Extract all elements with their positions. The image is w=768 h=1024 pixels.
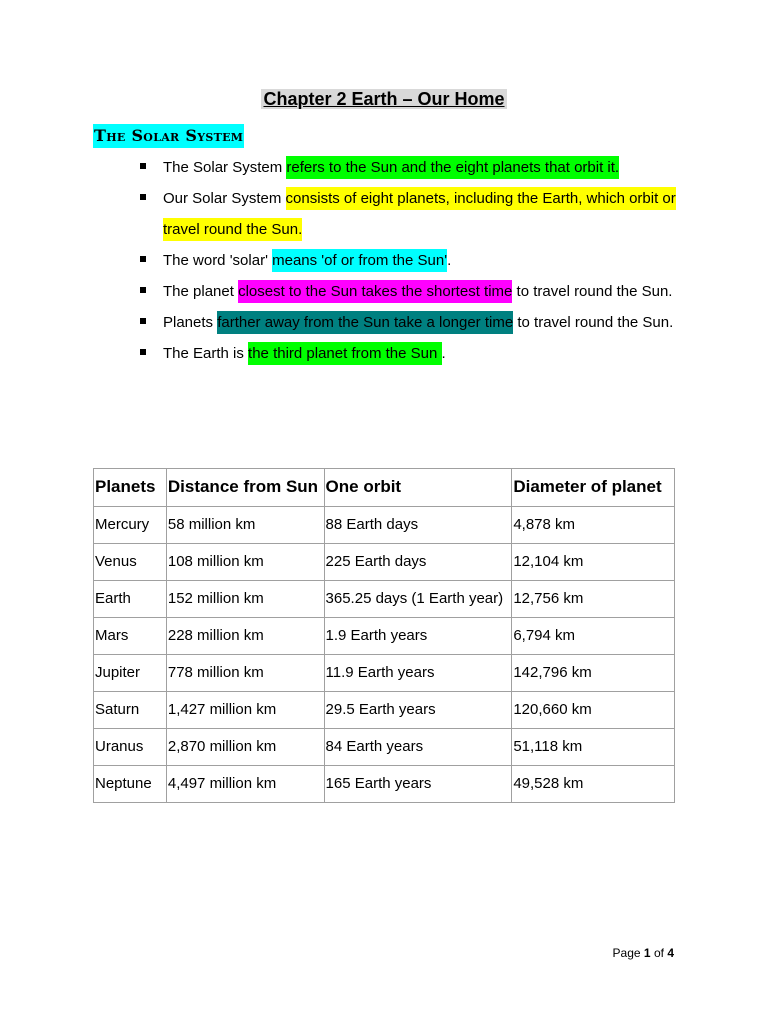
table-cell: 120,660 km — [512, 692, 675, 729]
header-diameter: Diameter of planet — [512, 469, 675, 507]
footer-of-label: of — [653, 946, 664, 960]
highlighted-text: refers to the Sun and the eight planets that orbit it. — [286, 156, 619, 179]
table-cell: 225 Earth days — [324, 544, 512, 581]
table-cell: Mars — [94, 618, 167, 655]
bullet-text: . — [447, 252, 452, 269]
planets-table — [93, 468, 675, 803]
table-row — [94, 544, 675, 581]
table-header-row — [94, 469, 675, 507]
bullet-text: . — [441, 345, 446, 362]
bullet-text: The planet — [163, 283, 239, 300]
table-cell: 2,870 million km — [166, 729, 324, 766]
table-cell: Jupiter — [94, 655, 167, 692]
highlighted-text: consists of eight planets, including the Earth, which orbit or travel round the Sun. — [163, 187, 676, 241]
bullet-text: Planets — [163, 314, 218, 331]
table-cell: 84 Earth years — [324, 729, 512, 766]
table-cell: 778 million km — [166, 655, 324, 692]
page-footer — [613, 946, 674, 960]
highlighted-text: the third planet from the Sun — [248, 342, 441, 365]
table-cell: Mercury — [94, 507, 167, 544]
table-cell: Venus — [94, 544, 167, 581]
header-distance: Distance from Sun — [166, 469, 324, 507]
page-title-text: Chapter 2 Earth – Our Home — [263, 89, 505, 109]
bullet-item — [140, 152, 700, 183]
bullet-item — [140, 307, 700, 338]
table-cell: 1.9 Earth years — [324, 618, 512, 655]
table-cell: 165 Earth years — [324, 766, 512, 803]
table-row — [94, 507, 675, 544]
table-cell: 49,528 km — [512, 766, 675, 803]
table-cell: Earth — [94, 581, 167, 618]
table-cell: Uranus — [94, 729, 167, 766]
bullet-text: to travel round the Sun. — [512, 283, 673, 300]
table-cell: 228 million km — [166, 618, 324, 655]
bullet-item — [140, 338, 700, 369]
bullet-square-icon — [140, 163, 146, 169]
highlighted-text: farther away from the Sun take a longer time — [217, 311, 513, 334]
bullet-text: The Earth is — [163, 345, 249, 362]
table-cell: 1,427 million km — [166, 692, 324, 729]
table-row — [94, 618, 675, 655]
bullet-text: The word 'solar' — [163, 252, 273, 269]
section-heading: The Solar System — [93, 124, 244, 148]
bullet-square-icon — [140, 194, 146, 200]
bullet-item — [140, 245, 700, 276]
bullet-square-icon — [140, 318, 146, 324]
table-cell: 12,104 km — [512, 544, 675, 581]
highlighted-text: means 'of or from the Sun' — [272, 249, 447, 272]
table-row — [94, 692, 675, 729]
table-cell: 29.5 Earth years — [324, 692, 512, 729]
table-row — [94, 655, 675, 692]
table-cell: 12,756 km — [512, 581, 675, 618]
table-cell: Saturn — [94, 692, 167, 729]
table-cell: 365.25 days (1 Earth year) — [324, 581, 512, 618]
bullet-text: The Solar System — [163, 159, 287, 176]
page-title — [0, 86, 768, 112]
table-row — [94, 766, 675, 803]
table-row — [94, 581, 675, 618]
table-cell: 4,878 km — [512, 507, 675, 544]
bullet-text: to travel round the Sun. — [513, 314, 674, 331]
bullet-square-icon — [140, 287, 146, 293]
table-cell: 51,118 km — [512, 729, 675, 766]
table-cell: 11.9 Earth years — [324, 655, 512, 692]
table-cell: 4,497 million km — [166, 766, 324, 803]
bullet-item — [140, 183, 700, 245]
bullet-text: Our Solar System — [163, 190, 286, 207]
table-cell: 6,794 km — [512, 618, 675, 655]
table-cell: 108 million km — [166, 544, 324, 581]
header-orbit: One orbit — [324, 469, 512, 507]
table-cell: 152 million km — [166, 581, 324, 618]
table-cell: 142,796 km — [512, 655, 675, 692]
table-cell: 58 million km — [166, 507, 324, 544]
table-row — [94, 729, 675, 766]
header-planets: Planets — [94, 469, 167, 507]
footer-page-label: Page — [612, 946, 641, 960]
table-cell: Neptune — [94, 766, 167, 803]
highlighted-text: closest to the Sun takes the shortest time — [238, 280, 512, 303]
footer-page-number: 1 — [643, 946, 651, 960]
table-body — [94, 507, 675, 803]
bullet-square-icon — [140, 349, 146, 355]
table-cell: 88 Earth days — [324, 507, 512, 544]
bullet-square-icon — [140, 256, 146, 262]
bullet-item — [140, 276, 700, 307]
bullet-list — [140, 152, 700, 369]
footer-page-total: 4 — [667, 946, 674, 960]
